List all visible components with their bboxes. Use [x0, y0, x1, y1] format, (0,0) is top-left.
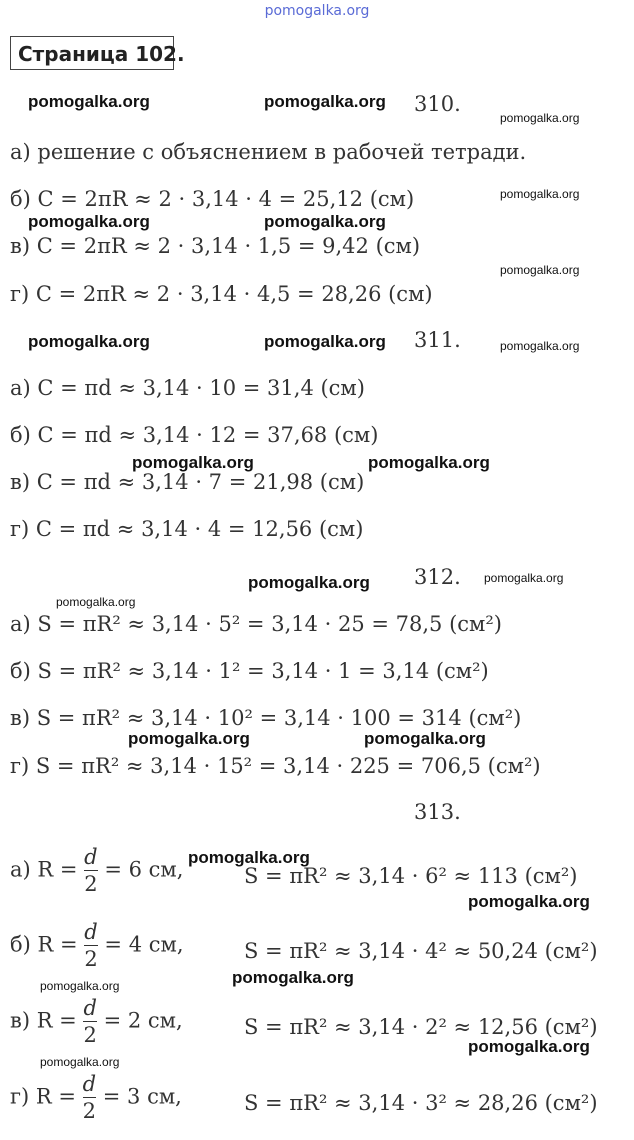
task-312-line-g: г) S = πR² ≈ 3,14 · 15² = 3,14 · 225 = 706,5 (см²)	[10, 754, 541, 778]
label: б) R =	[10, 932, 78, 957]
denominator: 2	[84, 947, 98, 971]
label: а) R =	[10, 857, 78, 882]
watermark: pomogalka.org	[132, 453, 254, 472]
task-313-item-v	[10, 998, 183, 1058]
watermark: pomogalka.org	[40, 1055, 120, 1069]
watermark: pomogalka.org	[500, 263, 580, 277]
task-310-line-a: а) решение с объяснением в рабочей тетради.	[10, 140, 527, 164]
task-313-item-a	[10, 847, 183, 907]
watermark: pomogalka.org	[468, 892, 590, 911]
watermark: pomogalka.org	[468, 1037, 590, 1056]
radius-result: = 3 см,	[102, 1084, 182, 1109]
watermark: pomogalka.org	[40, 979, 120, 993]
task-number-312: 312.	[414, 565, 461, 589]
watermark: pomogalka.org	[364, 729, 486, 748]
task-number-310: 310.	[414, 92, 461, 116]
watermark: pomogalka.org	[128, 729, 250, 748]
task-313-area-b: S = πR² ≈ 3,14 · 4² ≈ 50,24 (см²)	[244, 939, 598, 963]
fraction	[83, 998, 96, 1046]
denominator: 2	[83, 1023, 97, 1047]
denominator: 2	[84, 872, 98, 896]
watermark: pomogalka.org	[28, 92, 150, 111]
label: в) R =	[10, 1008, 77, 1033]
watermark: pomogalka.org	[188, 848, 310, 867]
task-310-line-v: в) C = 2πR ≈ 2 · 3,14 · 1,5 = 9,42 (см)	[10, 234, 421, 258]
watermark: pomogalka.org	[248, 573, 370, 592]
task-313-item-b	[10, 922, 184, 982]
watermark: pomogalka.org	[264, 92, 386, 111]
watermark: pomogalka.org	[500, 187, 580, 201]
fraction	[83, 1074, 96, 1122]
task-312-line-a: а) S = πR² ≈ 3,14 · 5² = 3,14 · 25 = 78,5 (см²)	[10, 612, 502, 636]
label: г) R =	[10, 1084, 76, 1109]
watermark: pomogalka.org	[500, 111, 580, 125]
watermark: pomogalka.org	[56, 595, 136, 609]
numerator: d	[82, 1072, 97, 1096]
radius-result: = 2 см,	[103, 1008, 183, 1033]
radius-result: = 6 см,	[104, 857, 184, 882]
task-313-item-g	[10, 1074, 182, 1134]
radius-result: = 4 см,	[104, 932, 184, 957]
task-310-line-g: г) C = 2πR ≈ 2 · 3,14 · 4,5 = 28,26 (см)	[10, 282, 433, 306]
task-number-311: 311.	[414, 328, 461, 352]
numerator: d	[83, 996, 97, 1020]
watermark: pomogalka.org	[368, 453, 490, 472]
fraction	[84, 922, 97, 970]
task-311-line-v: в) C = πd ≈ 3,14 · 7 = 21,98 (см)	[10, 470, 365, 494]
watermark: pomogalka.org	[28, 212, 150, 231]
watermark: pomogalka.org	[484, 571, 564, 585]
task-313-area-a: S = πR² ≈ 3,14 · 6² ≈ 113 (см²)	[244, 864, 578, 888]
numerator: d	[84, 845, 98, 869]
task-311-line-g: г) C = πd ≈ 3,14 · 4 = 12,56 (см)	[10, 517, 364, 541]
task-311-line-b: б) C = πd ≈ 3,14 · 12 = 37,68 (см)	[10, 423, 379, 447]
site-link[interactable]: pomogalka.org	[264, 3, 370, 19]
watermark: pomogalka.org	[264, 332, 386, 351]
watermark: pomogalka.org	[500, 339, 580, 353]
watermark: pomogalka.org	[264, 212, 386, 231]
numerator: d	[84, 920, 98, 944]
watermark: pomogalka.org	[232, 968, 354, 987]
denominator: 2	[82, 1099, 97, 1123]
task-312-line-v: в) S = πR² ≈ 3,14 · 10² = 3,14 · 100 = 314 (см²)	[10, 706, 522, 730]
task-number-313: 313.	[414, 800, 461, 824]
task-312-line-b: б) S = πR² ≈ 3,14 · 1² = 3,14 · 1 = 3,14 (см²)	[10, 659, 489, 683]
task-313-area-v: S = πR² ≈ 3,14 · 2² ≈ 12,56 (см²)	[244, 1015, 598, 1039]
task-310-line-b: б) C = 2πR ≈ 2 · 3,14 · 4 = 25,12 (см)	[10, 187, 415, 211]
page-title: Страница 102.	[10, 36, 174, 70]
fraction	[84, 847, 97, 895]
task-311-line-a: а) C = πd ≈ 3,14 · 10 = 31,4 (см)	[10, 376, 365, 400]
watermark: pomogalka.org	[28, 332, 150, 351]
task-313-area-g: S = πR² ≈ 3,14 · 3² ≈ 28,26 (см²)	[244, 1091, 598, 1115]
